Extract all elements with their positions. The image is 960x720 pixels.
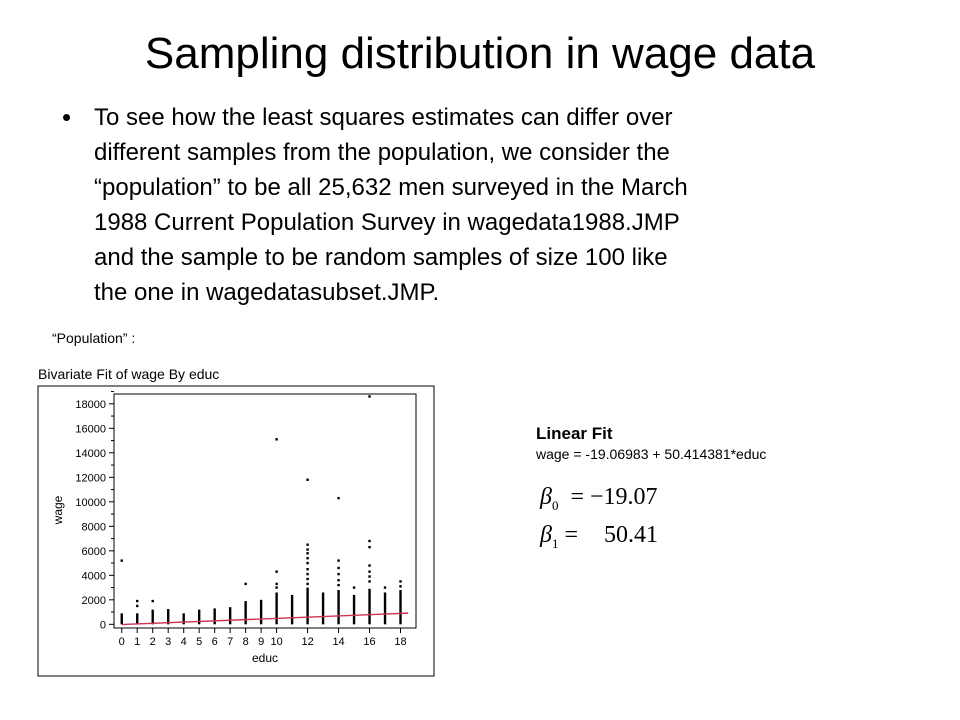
data-marks [121, 395, 402, 624]
beta1-formula [540, 522, 658, 552]
data-point [152, 600, 154, 602]
data-point [306, 552, 308, 554]
data-point [337, 497, 339, 499]
bullet-line-5: and the sample to be random samples of size 100 like [94, 244, 668, 271]
data-point [368, 575, 370, 577]
data-point [136, 600, 138, 602]
y-tick-label: 2000 [81, 594, 106, 607]
data-point [121, 559, 123, 561]
fit-line-group [122, 613, 409, 624]
bullet-line-4: 1988 Current Population Survey in wagedata1988.JMP [94, 209, 680, 236]
y-tick-label: 4000 [81, 570, 106, 583]
x-tick-label: 4 [180, 636, 187, 648]
beta0-symbol: β [540, 484, 552, 510]
data-point [136, 605, 138, 607]
data-point [368, 570, 370, 572]
data-point [275, 570, 277, 572]
y-axis-label: wage [51, 495, 65, 525]
x-tick-label: 14 [332, 636, 345, 648]
data-point [306, 548, 308, 550]
x-axis-ticks [119, 628, 407, 648]
beta0-formula [540, 484, 658, 514]
data-point [306, 543, 308, 545]
y-tick-label: 18000 [75, 398, 106, 411]
data-point [244, 583, 246, 585]
data-point [306, 562, 308, 564]
data-point [337, 584, 339, 586]
data-point [368, 580, 370, 582]
x-tick-label: 7 [227, 636, 234, 648]
x-axis-label: educ [251, 651, 279, 665]
bullet-line-3: “population” to be all 25,632 men surveyed in the March [94, 174, 688, 201]
x-tick-label: 9 [258, 636, 265, 648]
data-point [275, 438, 277, 440]
data-point [337, 573, 339, 575]
x-tick-label: 2 [149, 636, 156, 648]
data-point [306, 583, 308, 585]
data-point [384, 586, 386, 588]
data-point [337, 579, 339, 581]
beta1-subscript: 1 [551, 535, 559, 551]
data-point [337, 567, 339, 569]
data-point [306, 557, 308, 559]
data-point [368, 564, 370, 566]
slide-title: Sampling distribution in wage data [144, 29, 816, 78]
y-tick-label: 10000 [75, 496, 106, 509]
y-axis-ticks [75, 392, 114, 632]
beta1-equals: = [564, 522, 578, 548]
beta1-symbol: β [540, 522, 552, 548]
y-tick-label: 16000 [75, 423, 106, 436]
data-point [368, 395, 370, 397]
beta1-value: 50.41 [604, 522, 658, 548]
data-point [399, 585, 401, 587]
data-point [337, 559, 339, 561]
population-caption: “Population” : [52, 330, 136, 346]
beta0-value: = −19.07 [570, 484, 658, 510]
x-tick-label: 5 [196, 636, 203, 648]
x-tick-label: 6 [211, 636, 218, 648]
data-point [306, 573, 308, 575]
bullet-line-6: the one in wagedatasubset.JMP. [94, 279, 440, 306]
data-point [306, 568, 308, 570]
bullet-line-2: different samples from the population, we consider the [94, 139, 670, 166]
bullet-line-1: To see how the least squares estimates can differ over [94, 104, 673, 131]
y-tick-label: 12000 [75, 472, 106, 485]
data-point [353, 586, 355, 588]
data-point [306, 479, 308, 481]
data-point [275, 583, 277, 585]
plot-title: Bivariate Fit of wage By educ [38, 366, 220, 382]
fit-line [122, 613, 409, 624]
x-tick-label: 16 [363, 636, 376, 648]
data-point [399, 580, 401, 582]
x-tick-label: 12 [301, 636, 314, 648]
y-tick-label: 0 [99, 619, 106, 632]
data-point [368, 546, 370, 548]
data-point [306, 578, 308, 580]
x-tick-label: 1 [134, 636, 141, 648]
y-tick-label: 8000 [81, 521, 106, 534]
beta0-subscript: 0 [551, 497, 559, 513]
data-point [275, 586, 277, 588]
x-tick-label: 0 [118, 636, 125, 648]
x-tick-label: 8 [242, 636, 249, 648]
linear-fit-equation: wage = -19.06983 + 50.414381*educ [536, 446, 767, 462]
y-tick-label: 6000 [81, 545, 106, 558]
x-tick-label: 18 [394, 636, 407, 648]
bullet-marker: • [62, 102, 72, 132]
linear-fit-heading: Linear Fit [536, 424, 613, 443]
y-tick-label: 14000 [75, 447, 106, 460]
x-tick-label: 3 [165, 636, 172, 648]
x-tick-label: 10 [270, 636, 283, 648]
data-point [368, 540, 370, 542]
